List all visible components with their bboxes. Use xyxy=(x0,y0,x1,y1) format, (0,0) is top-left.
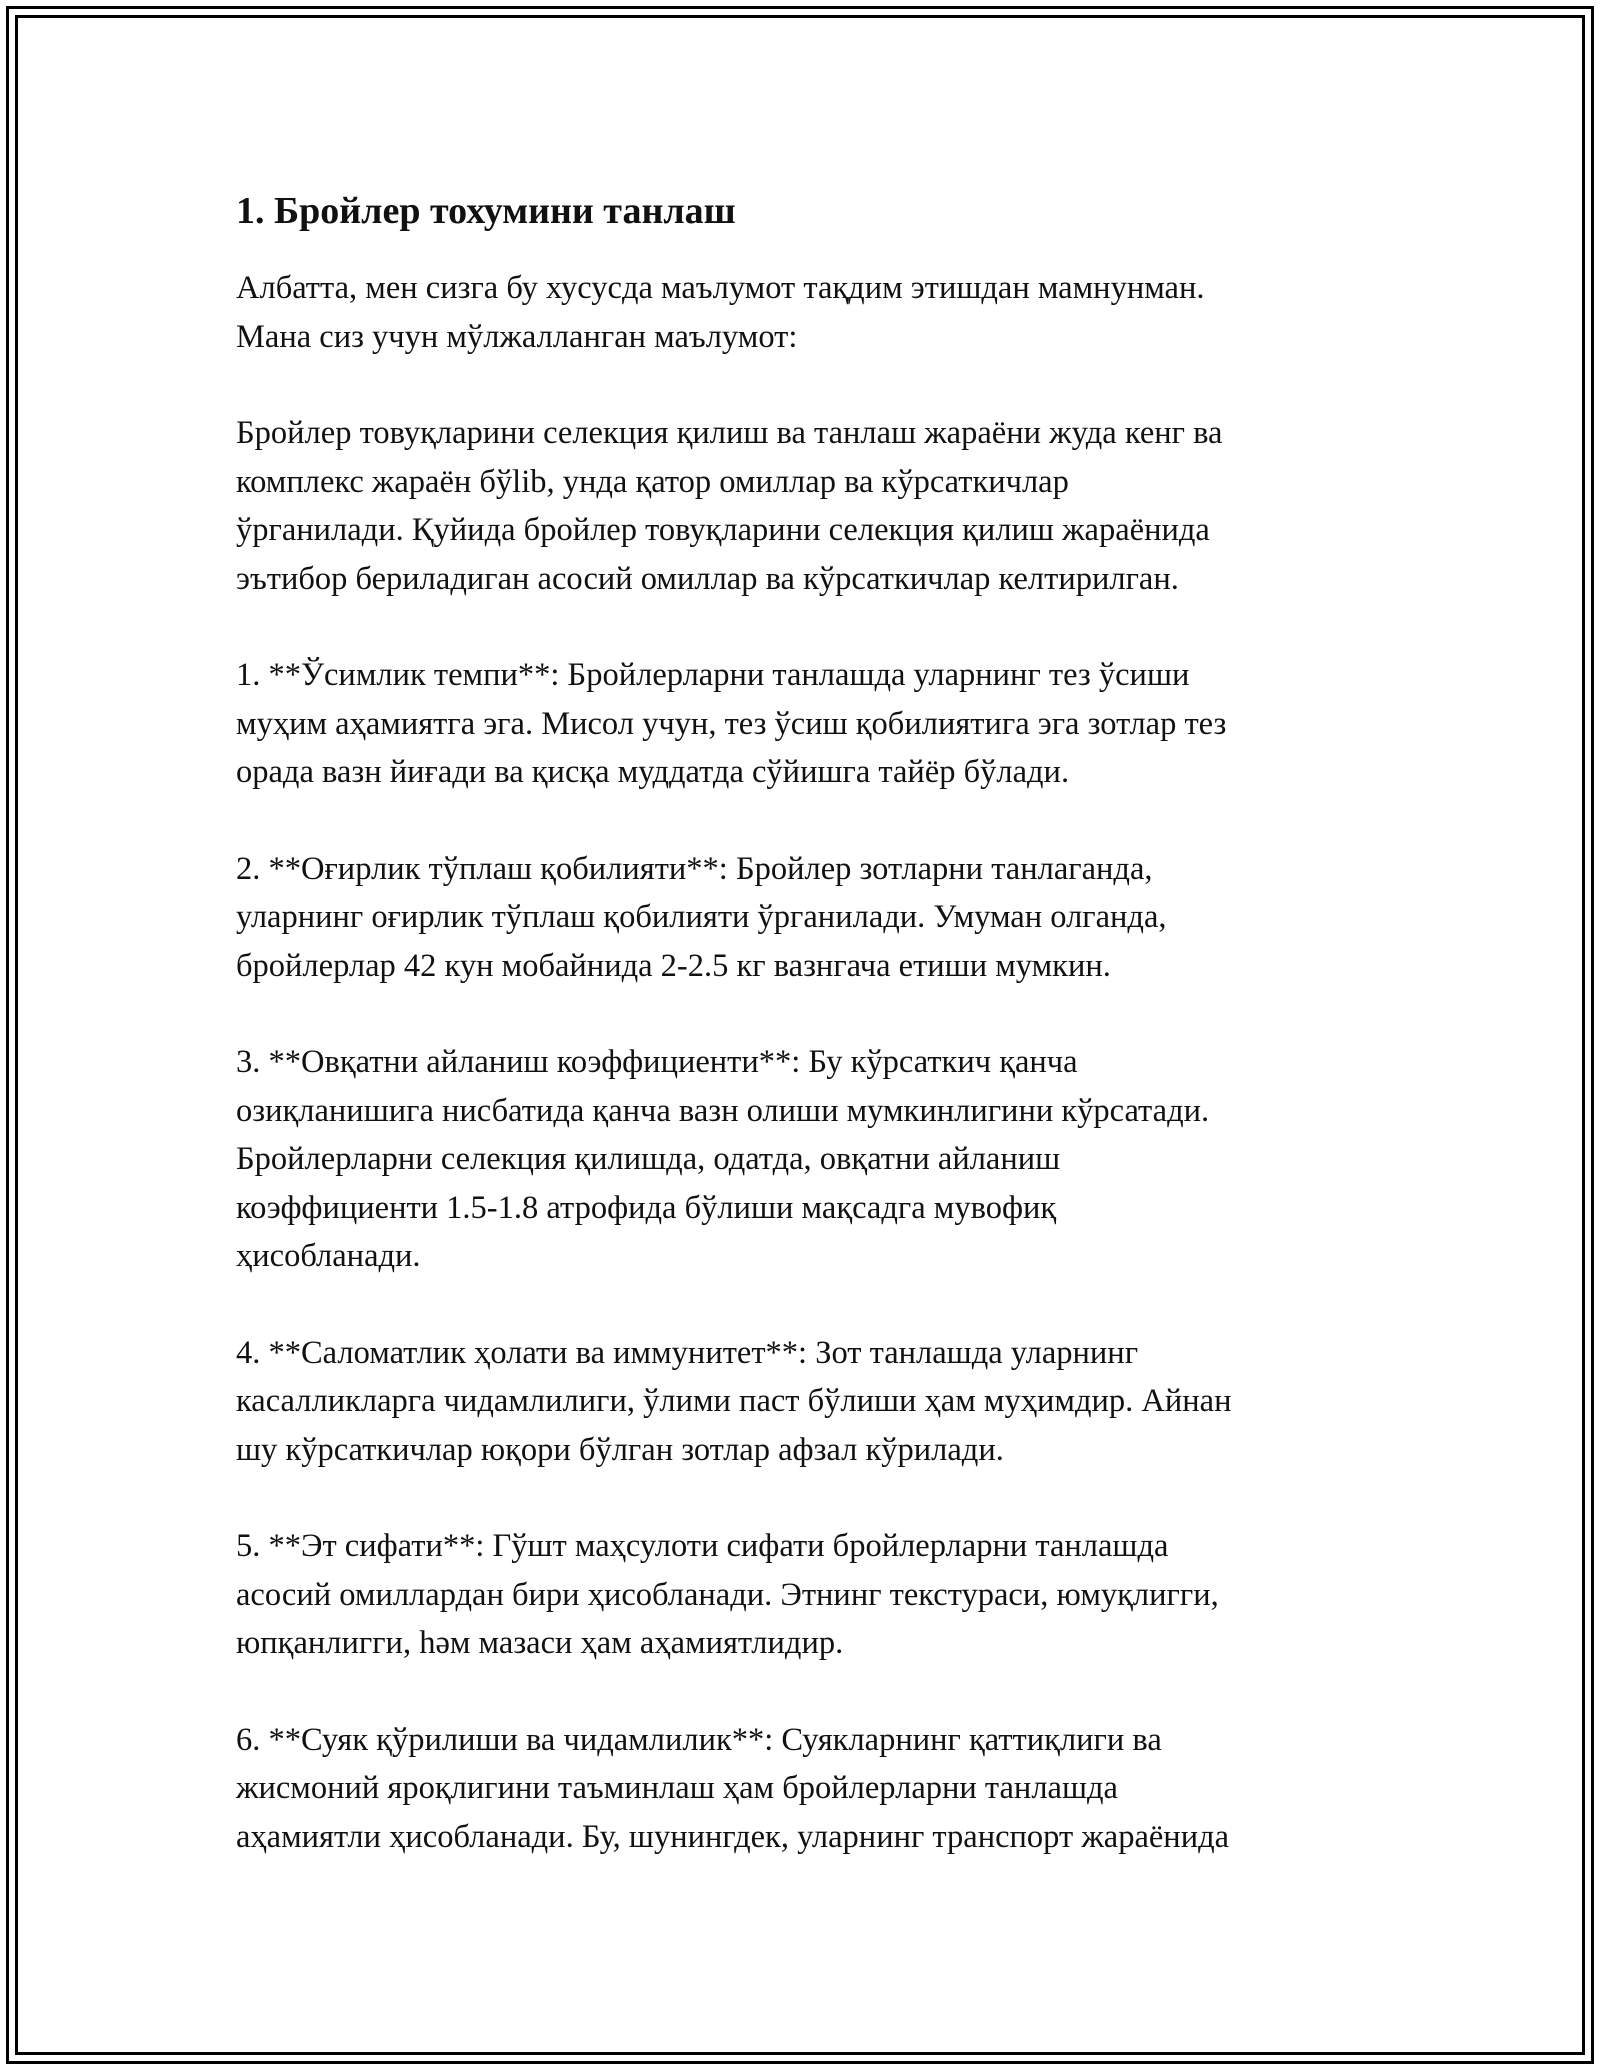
paragraph-item-5 xyxy=(236,1522,1396,1668)
paragraph-item-4 xyxy=(236,1329,1396,1475)
text-line: 4. **Саломатлик ҳолати ва иммунитет**: Зот танлашда уларнинг xyxy=(236,1334,1139,1371)
text-line: муҳим аҳамиятга эга. Мисол учун, тез ўсиш қобилиятига эга зотлар тез xyxy=(236,705,1227,742)
text-line: Бройлер товуқларини селекция қилиш ва танлаш жараёни жуда кенг ва xyxy=(236,415,1223,451)
text-line: жисмоний яроқлигини таъминлаш ҳам бройлерларни танлашда xyxy=(236,1770,1118,1806)
paragraph-item-2 xyxy=(236,845,1396,991)
paragraph-item-3 xyxy=(236,1038,1396,1281)
text-line: эътибор бериладиган асосий омиллар ва кўрсаткичлар келтирилган. xyxy=(236,560,1179,597)
text-line: Бройлерларни селекция қилишда, одатда, овқатни айланиш xyxy=(236,1141,1061,1177)
text-line: 5. **Эт сифати**: Гўшт маҳсулоти сифати бройлерларни танлашда xyxy=(236,1528,1169,1564)
paragraph-overview xyxy=(236,409,1396,603)
paragraph-item-6 xyxy=(236,1716,1396,1862)
text-line: 2. **Оғирлик тўплаш қобилияти**: Бройлер зотларни танлаганда, xyxy=(236,850,1153,887)
text-line: аҳамиятли ҳисобланади. Бу, шунингдек, уларнинг транспорт жараёнида xyxy=(236,1818,1230,1855)
paragraph-intro xyxy=(236,264,1396,361)
text-line: комплекс жараён бўlib, унда қатор омиллар ва кўрсаткичлар xyxy=(236,463,1069,500)
paragraph-item-1 xyxy=(236,651,1396,797)
text-line: 3. **Овқатни айланиш коэффициенти**: Бу кўрсаткич қанча xyxy=(236,1044,1078,1080)
text-line: Мана сиз учун мўлжалланган маълумот: xyxy=(236,318,798,355)
text-line: ўрганилади. Қуйида бройлер товуқларини селекция қилиш жараёнида xyxy=(236,512,1210,548)
text-line: юпқанлигги, һәм мазаси ҳам аҳамиятлидир. xyxy=(236,1625,844,1661)
text-line: 6. **Суяк қўрилиши ва чидамлилик**: Суякларнинг қаттиқлиги ва xyxy=(236,1721,1162,1758)
text-line: Албатта, мен сизга бу хусусда маълумот тақдим этишдан мамнунман. xyxy=(236,270,1205,306)
text-line: орада вазн йиғади ва қисқа муддатда сўйишга тайёр бўлади. xyxy=(236,754,1070,790)
document-body xyxy=(236,188,1396,1909)
text-line: озиқланишига нисбатида қанча вазн олиши мумкинлигини кўрсатади. xyxy=(236,1092,1210,1129)
text-line: 1. **Ўсимлик темпи**: Бройлерларни танлашда уларнинг тез ўсиши xyxy=(236,657,1190,693)
text-line: ҳисобланади. xyxy=(236,1238,421,1274)
text-line: касалликларга чидамлилиги, ўлими паст бўлиши ҳам муҳимдир. Айнан xyxy=(236,1383,1232,1419)
text-line: шу кўрсаткичлар юқори бўлган зотлар афзал кўрилади. xyxy=(236,1431,1004,1468)
text-line: асосий омиллардан бири ҳисобланади. Этнинг текстураси, юмуқлигги, xyxy=(236,1576,1219,1613)
text-line: бройлерлар 42 кун мобайнида 2-2.5 кг вазнгача етиши мумкин. xyxy=(236,947,1111,984)
section-heading: 1. Бройлер тохумини танлаш xyxy=(236,190,736,232)
text-line: уларнинг оғирлик тўплаш қобилияти ўрганилади. Умуман олганда, xyxy=(236,899,1167,935)
text-line: коэффициенти 1.5-1.8 атрофида бўлиши мақсадга мувофиқ xyxy=(236,1189,1057,1226)
